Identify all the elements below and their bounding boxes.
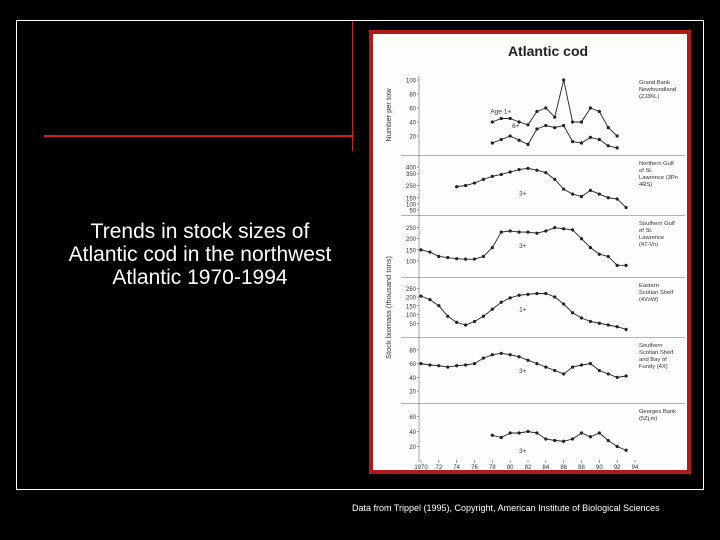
stock-label: 4RS) — [639, 182, 653, 188]
data-point — [544, 365, 547, 368]
data-point — [607, 196, 610, 199]
figure-frame — [369, 30, 691, 474]
data-point — [428, 250, 431, 253]
data-point — [500, 173, 503, 176]
y-tick-label: 100 — [405, 313, 416, 319]
chart-title: Atlantic cod — [507, 43, 589, 59]
data-point — [616, 325, 619, 328]
data-point — [562, 188, 565, 191]
stock-label: (4VsW) — [639, 297, 659, 303]
data-point — [500, 352, 503, 355]
data-point — [571, 120, 574, 123]
data-point — [500, 138, 503, 141]
data-point — [517, 230, 520, 233]
data-point — [589, 189, 592, 192]
x-tick-label: 86 — [560, 465, 568, 470]
data-point — [526, 230, 529, 233]
data-point — [535, 169, 538, 172]
stock-label: of St. — [639, 228, 653, 234]
data-point — [580, 141, 583, 144]
data-point — [598, 253, 601, 256]
data-point — [491, 141, 494, 144]
accent-horizontal-line — [44, 135, 354, 137]
data-point — [544, 171, 547, 174]
data-point — [589, 106, 592, 109]
data-point — [491, 175, 494, 178]
data-credit: Data from Trippel (1995), Copyright, American Institute of Biological Sciences — [352, 503, 660, 513]
data-point — [517, 431, 520, 434]
data-point — [419, 362, 422, 365]
data-point — [553, 439, 556, 442]
stock-label: (5Zj,m) — [639, 416, 658, 422]
stock-label: of St. — [639, 168, 653, 174]
data-point — [535, 110, 538, 113]
data-point — [473, 320, 476, 323]
series-label: 1+ — [519, 306, 527, 314]
data-point — [500, 230, 503, 233]
data-point — [616, 445, 619, 448]
data-point — [526, 359, 529, 362]
data-point — [589, 320, 592, 323]
data-point — [491, 353, 494, 356]
data-point — [607, 439, 610, 442]
data-point — [598, 431, 601, 434]
y-tick-label: 40 — [409, 120, 416, 127]
data-point — [553, 226, 556, 229]
data-point — [607, 126, 610, 129]
data-point — [517, 139, 520, 142]
data-point — [553, 178, 556, 181]
y-tick-label: 20 — [409, 134, 416, 141]
x-tick-label: 76 — [471, 465, 478, 470]
data-point — [428, 363, 431, 366]
data-point — [535, 127, 538, 130]
data-point — [624, 328, 627, 331]
data-point — [598, 369, 601, 372]
series-label: 6+ — [512, 123, 520, 130]
x-tick-label: 1970 — [414, 465, 428, 470]
data-point — [482, 255, 485, 258]
cod-stock-chart — [373, 34, 687, 470]
data-point — [482, 178, 485, 181]
y-axis-label: Stock biomass (thousand tons) — [384, 256, 393, 359]
data-point — [419, 295, 422, 298]
y-tick-label: 250 — [405, 184, 416, 190]
data-point — [562, 372, 565, 375]
data-point — [589, 435, 592, 438]
x-tick-label: 80 — [506, 465, 514, 470]
data-point — [571, 365, 574, 368]
data-point — [526, 123, 529, 126]
y-tick-label: 60 — [409, 106, 416, 113]
data-point — [624, 206, 627, 209]
y-tick-label: 350 — [405, 171, 416, 178]
data-point — [616, 264, 619, 267]
data-point — [509, 353, 512, 356]
data-point — [580, 237, 583, 240]
y-tick-label: 250 — [405, 226, 416, 233]
data-point — [509, 229, 512, 232]
data-point — [562, 124, 565, 127]
data-point — [562, 440, 565, 443]
series-line — [457, 168, 626, 207]
data-point — [464, 258, 467, 261]
y-tick-label: 150 — [405, 196, 416, 203]
y-tick-label: 80 — [409, 92, 416, 99]
data-point — [616, 134, 619, 137]
data-point — [544, 229, 547, 232]
y-tick-label: 150 — [405, 248, 416, 255]
data-point — [607, 372, 610, 375]
data-point — [562, 227, 565, 230]
data-point — [535, 431, 538, 434]
data-point — [580, 431, 583, 434]
slide-caption: Trends in stock sizes of Atlantic cod in the northwest Atlantic 1970-1994 — [68, 220, 332, 289]
data-point — [446, 256, 449, 259]
data-point — [589, 246, 592, 249]
series-label: 3+ — [519, 243, 527, 251]
data-point — [580, 316, 583, 319]
y-tick-label: 60 — [409, 415, 416, 421]
data-point — [562, 302, 565, 305]
x-tick-label: 90 — [595, 465, 603, 470]
x-tick-label: 92 — [613, 465, 621, 470]
y-axis-label: Number per tow — [384, 88, 393, 142]
data-point — [616, 146, 619, 149]
x-tick-label: 88 — [578, 465, 585, 470]
data-point — [553, 116, 556, 119]
data-point — [535, 232, 538, 235]
series-line — [492, 432, 626, 451]
data-point — [428, 298, 431, 301]
data-point — [500, 436, 503, 439]
y-tick-label: 50 — [409, 208, 416, 215]
data-point — [580, 195, 583, 198]
data-point — [526, 430, 529, 433]
data-point — [526, 167, 529, 170]
series-label: Age 1+ — [490, 108, 512, 116]
stock-label: Newfoundland — [639, 87, 677, 93]
y-tick-label: 150 — [405, 304, 416, 311]
data-point — [553, 295, 556, 298]
data-point — [509, 296, 512, 299]
data-point — [464, 363, 467, 366]
data-point — [517, 355, 520, 358]
data-point — [455, 364, 458, 367]
data-point — [571, 140, 574, 143]
data-point — [553, 126, 556, 129]
data-point — [509, 117, 512, 120]
series-label: 3+ — [519, 367, 527, 375]
series-label: 3+ — [519, 190, 527, 198]
data-point — [544, 437, 547, 440]
stock-label: Georges Bank — [639, 409, 677, 415]
data-point — [509, 134, 512, 137]
data-point — [598, 322, 601, 325]
data-point — [509, 170, 512, 173]
data-point — [455, 185, 458, 188]
data-point — [526, 143, 529, 146]
stock-label: Lawrence — [639, 235, 665, 241]
data-point — [464, 323, 467, 326]
data-point — [598, 192, 601, 195]
data-point — [464, 184, 467, 187]
stock-label: (4T-Vn) — [639, 242, 659, 248]
data-point — [607, 255, 610, 258]
stock-label: (2J3KL) — [639, 94, 660, 100]
stock-label: Eastern — [639, 283, 659, 289]
y-tick-label: 50 — [409, 321, 416, 328]
data-point — [598, 138, 601, 141]
stock-label: Scotian Shelf — [639, 350, 674, 356]
data-point — [437, 364, 440, 367]
data-point — [589, 136, 592, 139]
stock-label: Fundy (4X) — [639, 364, 668, 370]
stock-label: Lawrence (3Pn — [639, 175, 678, 181]
data-point — [517, 168, 520, 171]
data-point — [571, 311, 574, 314]
data-point — [580, 363, 583, 366]
data-point — [544, 292, 547, 295]
data-point — [544, 124, 547, 127]
y-tick-label: 100 — [405, 259, 416, 266]
x-tick-label: 84 — [542, 465, 550, 470]
data-point — [616, 376, 619, 379]
data-point — [553, 369, 556, 372]
data-point — [491, 120, 494, 123]
data-point — [624, 449, 627, 452]
stock-label: Southern Gulf — [639, 221, 675, 227]
data-point — [624, 264, 627, 267]
data-point — [437, 304, 440, 307]
data-point — [571, 437, 574, 440]
data-point — [491, 246, 494, 249]
data-point — [616, 197, 619, 200]
y-tick-label: 200 — [405, 237, 416, 244]
x-tick-label: 72 — [435, 465, 443, 470]
data-point — [482, 315, 485, 318]
data-point — [544, 106, 547, 109]
stock-label: Grand Bank — [639, 80, 670, 86]
y-tick-label: 250 — [405, 286, 416, 293]
x-tick-label: 94 — [631, 465, 639, 470]
data-point — [446, 365, 449, 368]
data-point — [580, 120, 583, 123]
stock-label: Scotian Shelf — [639, 290, 674, 296]
stock-label: Northern Gulf — [639, 161, 674, 167]
y-tick-label: 60 — [409, 362, 416, 369]
data-point — [491, 434, 494, 437]
data-point — [500, 117, 503, 120]
y-tick-label: 200 — [405, 295, 416, 302]
data-point — [419, 248, 422, 251]
y-tick-label: 400 — [405, 165, 416, 172]
data-point — [571, 192, 574, 195]
y-tick-label: 20 — [409, 445, 416, 451]
data-point — [473, 181, 476, 184]
data-point — [535, 292, 538, 295]
data-point — [607, 323, 610, 326]
y-tick-label: 20 — [409, 389, 416, 396]
data-point — [473, 258, 476, 261]
figure-panel — [373, 34, 687, 470]
x-tick-label: 74 — [453, 465, 461, 470]
x-tick-label: 82 — [524, 465, 532, 470]
data-point — [535, 362, 538, 365]
data-point — [437, 255, 440, 258]
data-point — [589, 362, 592, 365]
series-label: 3+ — [519, 447, 527, 455]
stock-label: and Bay of — [639, 357, 667, 363]
data-point — [517, 294, 520, 297]
y-tick-label: 100 — [405, 78, 416, 85]
data-point — [607, 144, 610, 147]
data-point — [482, 357, 485, 360]
data-point — [455, 321, 458, 324]
data-point — [624, 374, 627, 377]
data-point — [571, 228, 574, 231]
data-point — [455, 257, 458, 260]
x-tick-label: 78 — [488, 465, 496, 470]
data-point — [446, 315, 449, 318]
data-point — [500, 301, 503, 304]
stock-label: Southern — [639, 343, 663, 349]
y-tick-label: 100 — [405, 202, 416, 209]
y-tick-label: 40 — [409, 430, 416, 436]
y-tick-label: 40 — [409, 375, 416, 382]
data-point — [526, 293, 529, 296]
accent-vertical-line — [352, 21, 353, 151]
y-tick-label: 80 — [409, 348, 416, 355]
data-point — [509, 431, 512, 434]
data-point — [562, 78, 565, 81]
data-point — [473, 362, 476, 365]
data-point — [598, 110, 601, 113]
data-point — [491, 308, 494, 311]
